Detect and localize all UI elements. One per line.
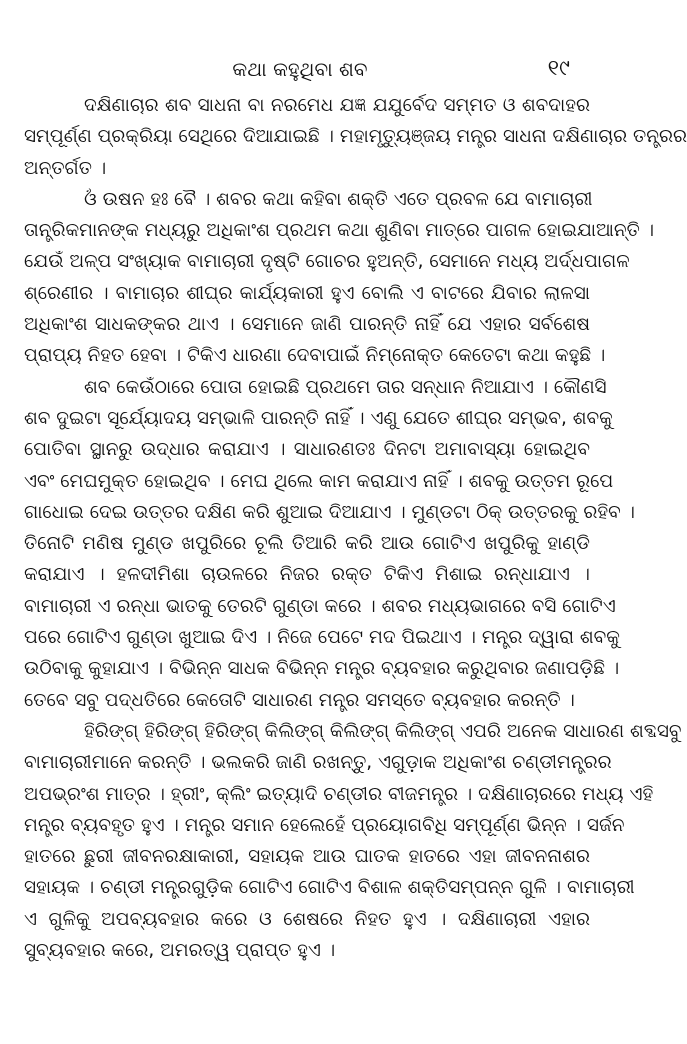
text-line: ସମ୍ପୂର୍ଣ୍ଣ ପ୍ରକ୍ରିୟା ସେଥିରେ ଦିଆଯାଇଛି । ମହାମୃତ୍ୟୁଞ୍ଜୟ ମନ୍ତ୍ର ସାଧନା ଦକ୍ଷିଣାଚାର ତନ୍ତ୍ରର (24, 126, 687, 148)
text-line: ବାମାଚାରୀମାନେ କରନ୍ତି । ଭଲକରି ଜାଣି ରଖନ୍ତୁ, ଏଗୁଡ଼ାକ ଅଧିକାଂଶ ଚଣ୍ଡୀମନ୍ତ୍ରର (24, 752, 612, 774)
text-line: ପୋତିବା ସ୍ଥାନରୁ ଉଦ୍ଧାର କରାଯାଏ । ସାଧାରଣତଃ ଦିନଟା ଅମାବାସ୍ୟା ହୋଇଥିବ (24, 439, 590, 461)
text-line: ବାମାଚାରୀ ଏ ରନ୍ଧା ଭାତକୁ ତେରଟି ଗୁଣ୍ଡା କରେ । ଶବର ମଧ୍ୟଭାଗରେ ବସି ଗୋଟିଏ (24, 595, 616, 617)
text-line: ଏ ଗୁଳିକୁ ଅପବ୍ୟବହାର କରେ ଓ ଶେଷରେ ନିହତ ହୁଏ । ଦକ୍ଷିଣାଚାରୀ ଏହାର (24, 908, 590, 930)
paragraph-1 (24, 90, 687, 184)
text-line: ଅଧିକାଂଶ ସାଧକଙ୍କର ଥାଏ । ସେମାନେ ଜାଣି ପାରନ୍ତି ନାହିଁ ଯେ ଏହାର ସର୍ବଶେଷ (24, 314, 590, 336)
text-line: ଏବଂ ମେଘମୁକ୍ତ ହୋଇଥିବ । ମେଘ ଥିଲେ କାମ କରାଯାଏ ନାହିଁ । ଶବକୁ ଉତ୍ତମ ରୂପେ (24, 470, 614, 492)
text-line: କରାଯାଏ । ହଳଦୀମିଶା ଚାଉଳରେ ନିଜର ରକ୍ତ ଟିକିଏ ମିଶାଇ ରନ୍ଧାଯାଏ । (24, 564, 590, 586)
paragraph-3 (24, 372, 635, 716)
text-line: ସହାୟକ । ଚଣ୍ଡୀ ମନ୍ତ୍ରଗୁଡ଼ିକ ଗୋଟିଏ ଗୋଟିଏ ବିଶାଳ ଶକ୍ତିସମ୍ପନ୍ନ ଗୁଳି । ବାମାଚାରୀ (24, 877, 635, 899)
text-line: ଶବ ଦୁଇଟା ସୂର୍ଯ୍ୟୋଦୟ ସମ୍ଭାଳି ପାରନ୍ତି ନାହିଁ । ଏଣୁ ଯେତେ ଶୀଘ୍ର ସମ୍ଭବ, ଶବକୁ (24, 407, 613, 429)
paragraph-2 (24, 184, 655, 372)
page-header (0, 52, 600, 86)
text-line: ତାନ୍ତ୍ରିକମାନଙ୍କ ମଧ୍ୟରୁ ଅଧିକାଂଶ ପ୍ରଥମ କଥା ଶୁଣିବା ମାତ୍ରେ ପାଗଳ ହୋଇଯାଆନ୍ତି । (24, 220, 655, 242)
text-line: ସୁବ୍ୟବହାର କରେ, ଅମରତ୍ୱ ପ୍ରାପ୍ତ ହୁଏ । (24, 940, 336, 962)
text-line: ଶ୍ରେଣୀର । ବାମାଚାର ଶୀଘ୍ର କାର୍ଯ୍ୟକାରୀ ହୁଏ ବୋଲି ଏ ବାଟରେ ଯିବାର ଲାଳସା (24, 282, 590, 304)
text-line: ହାତରେ ଛୁରୀ ଜୀବନରକ୍ଷାକାରୀ, ସହାୟକ ଆଉ ଘାତକ ହାତରେ ଏହା ଜୀବନନାଶର (24, 846, 590, 868)
text-line: ଉଠିବାକୁ କୁହାଯାଏ । ବିଭିନ୍ନ ସାଧକ ବିଭିନ୍ନ ମନ୍ତ୍ର ବ୍ୟବହାର କରୁଥିବାର ଜଣାପଡ଼ିଛି । (24, 658, 620, 680)
text-line: ତିନୋଟି ମଣିଷ ମୁଣ୍ଡ ଖପୁରିରେ ଚୂଲି ତିଆରି କରି ଆଉ ଗୋଟିଏ ଖପୁରିକୁ ହାଣ୍ଡି (24, 533, 590, 555)
text-line: ଓଁ ଉଷନ ହଃ ବୈ । ଶବର କଥା କହିବା ଶକ୍ତି ଏତେ ପ୍ରବଳ ଯେ ବାମାଚାରୀ (84, 188, 593, 210)
text-line: ଅପଭ୍ରଂଶ ମାତ୍ର । ହ୍ରୀଂ, କ୍ଲିଂ ଇତ୍ୟାଦି ଚଣ୍ଡୀର ବୀଜମନ୍ତ୍ର । ଦକ୍ଷିଣାଚାରରେ ମଧ୍ୟ ଏହି (24, 783, 654, 805)
body-text (24, 90, 687, 966)
text-line: ଗାଧୋଇ ଦେଇ ଉତ୍ତର ଦକ୍ଷିଣ କରି ଶୁଆଇ ଦିଆଯାଏ । ମୁଣ୍ଡଟା ଠିକ୍ ଉତ୍ତରକୁ ରହିବ । (24, 501, 635, 523)
text-line: ଅନ୍ତର୍ଗତ । (24, 157, 107, 179)
running-title: କଥା କହୁଥିବା ଶବ (232, 57, 368, 81)
text-line: ଶବ କେଉଁଠାରେ ପୋତା ହୋଇଛି ପ୍ରଥମେ ତାର ସନ୍ଧାନ ନିଆଯାଏ । କୌଣସି (84, 376, 607, 398)
text-line: ଯେଉଁ ଅଳ୍ପ ସଂଖ୍ୟାକ ବାମାଚାରୀ ଦୃଷ୍ଟି ଗୋଚର ହୁଅନ୍ତି, ସେମାନେ ମଧ୍ୟ ଅର୍ଦ୍ଧପାଗଳ (24, 251, 630, 273)
text-line: ପରେ ଗୋଟିଏ ଗୁଣ୍ଡା ଖୁଆଇ ଦିଏ । ନିଜେ ପେଟେ ମଦ ପିଇଥାଏ । ମନ୍ତ୍ର ଦ୍ୱାରା ଶବକୁ (24, 627, 620, 649)
text-line: ପ୍ରାପ୍ୟ ନିହତ ହେବା । ଟିକିଏ ଧାରଣା ଦେବାପାଇଁ ନିମ୍ନୋକ୍ତ କେତେଟା କଥା କହୁଛି । (24, 345, 606, 367)
paragraph-4 (24, 716, 682, 966)
text-line: ମନ୍ତ୍ର ବ୍ୟବହୃତ ହୁଏ । ମନ୍ତ୍ର ସମାନ ହେଲେହେଁ ପ୍ରୟୋଗବିଧି ସମ୍ପୂର୍ଣ୍ଣ ଭିନ୍ନ । ସର୍ଜନ (24, 814, 625, 836)
text-line: ତେବେ ସବୁ ପଦ୍ଧତିରେ କେତୋଟି ସାଧାରଣ ମନ୍ତ୍ର ସମସ୍ତେ ବ୍ୟବହାର କରନ୍ତି । (24, 689, 575, 711)
text-line: ହିରିଙ୍ଗ୍ ହିରିଙ୍ଗ୍ ହିରିଙ୍ଗ୍ କିଲିଙ୍ଗ୍ କିଲିଙ୍ଗ୍ କିଲିଙ୍ଗ୍ ଏପରି ଅନେକ ସାଧାରଣ ଶବ୍ଦସବୁ (84, 720, 682, 742)
text-line: ଦକ୍ଷିଣାଚାର ଶବ ସାଧନା ବା ନରମେଧ ଯଜ୍ଞ ଯଯୁର୍ବେଦ ସମ୍ମତ ଓ ଶବଦାହର (84, 95, 590, 116)
page-number: ୧୯ (547, 56, 570, 81)
